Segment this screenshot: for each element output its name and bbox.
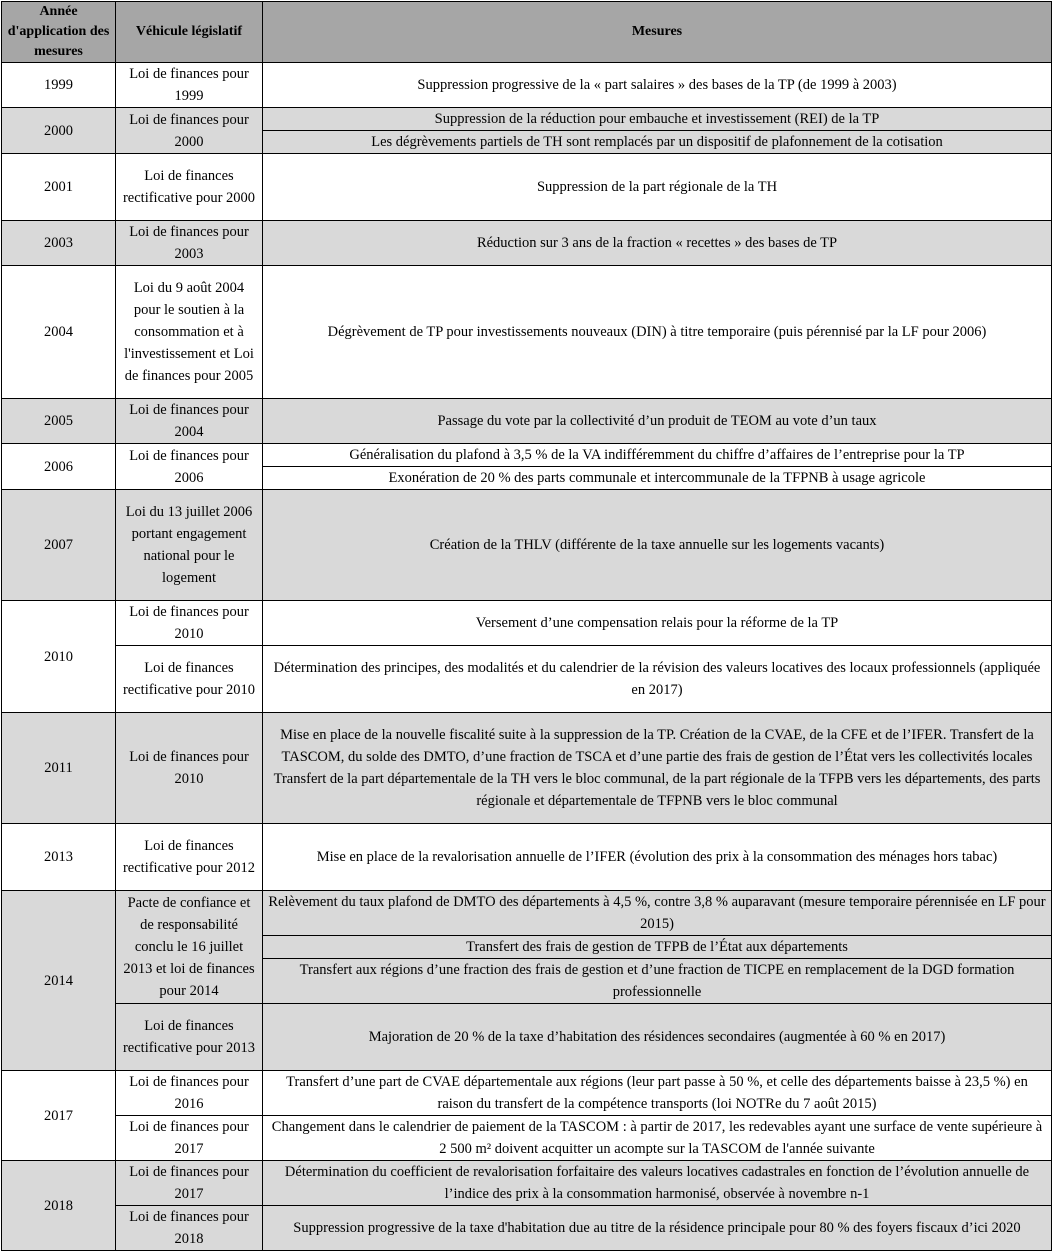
measure-cell: Création de la THLV (différente de la taxe annuelle sur les logements vacants): [263, 490, 1052, 601]
vehicle-cell: Loi de finances pour 2003: [116, 221, 263, 266]
measure-cell: Transfert d’une part de CVAE départementale aux régions (leur part passe à 50 %, et celle des départements baisse à 23,5 %) en raison du transfert de la compétence transports (loi NOTRe du 7 août 2015): [263, 1071, 1052, 1116]
year-cell: 2010: [2, 601, 116, 713]
year-cell: 2003: [2, 221, 116, 266]
year-cell: 2001: [2, 154, 116, 221]
vehicle-cell: Loi de finances rectificative pour 2010: [116, 646, 263, 713]
table-row: [2, 63, 1052, 108]
table-row: [2, 490, 1052, 601]
vehicle-cell: Loi de finances pour 2010: [116, 713, 263, 824]
year-cell: 2005: [2, 399, 116, 444]
table-body: [2, 63, 1052, 1251]
measure-cell: Transfert aux régions d’une fraction des frais de gestion et d’une fraction de TICPE en remplacement de la DGD formation professionnelle: [263, 959, 1052, 1004]
measure-cell: Versement d’une compensation relais pour la réforme de la TP: [263, 601, 1052, 646]
vehicle-cell: Loi de finances pour 2016: [116, 1071, 263, 1116]
measure-cell: Détermination du coefficient de revalorisation forfaitaire des valeurs locatives cadastrales en fonction de l’évolution annuelle de l’indice des prix à la consommation harmonisé, observée à novembre n-1: [263, 1161, 1052, 1206]
vehicle-cell: Loi de finances rectificative pour 2012: [116, 824, 263, 891]
vehicle-cell: Loi du 9 août 2004 pour le soutien à la consommation et à l'investissement et Loi de finances pour 2005: [116, 266, 263, 399]
vehicle-cell: Loi de finances pour 2000: [116, 108, 263, 154]
table-row: [2, 108, 1052, 131]
header-year: Année d'application des mesures: [2, 2, 116, 63]
measure-cell: Suppression de la réduction pour embauche et investissement (REI) de la TP: [263, 108, 1052, 131]
table-row: [2, 713, 1052, 824]
table-row: [2, 601, 1052, 646]
year-cell: 2018: [2, 1161, 116, 1251]
table-row: [2, 1206, 1052, 1251]
vehicle-cell: Loi de finances pour 2017: [116, 1116, 263, 1161]
measure-cell: Détermination des principes, des modalités et du calendrier de la révision des valeurs locatives des locaux professionnels (appliquée en 2017): [263, 646, 1052, 713]
measure-cell: Transfert des frais de gestion de TFPB de l’État aux départements: [263, 936, 1052, 959]
table-row: [2, 824, 1052, 891]
vehicle-cell: Loi de finances pour 2004: [116, 399, 263, 444]
measure-cell: Généralisation du plafond à 3,5 % de la VA indifféremment du chiffre d’affaires de l’entreprise pour la TP: [263, 444, 1052, 467]
table-row: [2, 444, 1052, 467]
year-cell: 2004: [2, 266, 116, 399]
table-row: [2, 154, 1052, 221]
table-row: [2, 221, 1052, 266]
year-cell: 2007: [2, 490, 116, 601]
measure-cell: Suppression progressive de la « part salaires » des bases de la TP (de 1999 à 2003): [263, 63, 1052, 108]
header-vehicle: Véhicule législatif: [116, 2, 263, 63]
measure-cell: Suppression progressive de la taxe d'habitation due au titre de la résidence principale pour 80 % des foyers fiscaux d’ici 2020: [263, 1206, 1052, 1251]
table-row: [2, 891, 1052, 936]
measure-cell: Mise en place de la revalorisation annuelle de l’IFER (évolution des prix à la consommation des ménages hors tabac): [263, 824, 1052, 891]
vehicle-cell: Loi de finances pour 2018: [116, 1206, 263, 1251]
vehicle-cell: Loi de finances pour 2006: [116, 444, 263, 490]
header-measures: Mesures: [263, 2, 1052, 63]
year-cell: 2013: [2, 824, 116, 891]
vehicle-cell: Loi de finances pour 2010: [116, 601, 263, 646]
year-cell: 2011: [2, 713, 116, 824]
year-cell: 2014: [2, 891, 116, 1071]
table-row: [2, 1116, 1052, 1161]
measure-cell: Mise en place de la nouvelle fiscalité suite à la suppression de la TP. Création de la CVAE, de la CFE et de l’IFER. Transfert de la TASCOM, du solde des DMTO, d’une fraction de TSCA et d’une partie des frais de gestion de l’État vers les collectivités locales Transfert de la part départementale de la TH vers le bloc communal, de la part régionale de la TFPB vers les départements, des parts régionale et départementale de TFPNB vers le bloc communal: [263, 713, 1052, 824]
table-row: [2, 646, 1052, 713]
measure-cell: Réduction sur 3 ans de la fraction « recettes » des bases de TP: [263, 221, 1052, 266]
table-row: [2, 1161, 1052, 1206]
vehicle-cell: Loi de finances rectificative pour 2000: [116, 154, 263, 221]
measure-cell: Majoration de 20 % de la taxe d’habitation des résidences secondaires (augmentée à 60 % en 2017): [263, 1004, 1052, 1071]
measure-cell: Relèvement du taux plafond de DMTO des départements à 4,5 %, contre 3,8 % auparavant (mesure temporaire pérennisée en LF pour 2015): [263, 891, 1052, 936]
year-cell: 2017: [2, 1071, 116, 1161]
measure-cell: Passage du vote par la collectivité d’un produit de TEOM au vote d’un taux: [263, 399, 1052, 444]
measure-cell: Exonération de 20 % des parts communale et intercommunale de la TFPNB à usage agricole: [263, 467, 1052, 490]
vehicle-cell: Loi du 13 juillet 2006 portant engagement national pour le logement: [116, 490, 263, 601]
vehicle-cell: Loi de finances pour 1999: [116, 63, 263, 108]
measure-cell: Dégrèvement de TP pour investissements nouveaux (DIN) à titre temporaire (puis pérennisé par la LF pour 2006): [263, 266, 1052, 399]
header-row: [2, 2, 1052, 63]
measure-cell: Suppression de la part régionale de la TH: [263, 154, 1052, 221]
measure-cell: Les dégrèvements partiels de TH sont remplacés par un dispositif de plafonnement de la cotisation: [263, 131, 1052, 154]
vehicle-cell: Loi de finances rectificative pour 2013: [116, 1004, 263, 1071]
year-cell: 1999: [2, 63, 116, 108]
reform-table: [1, 1, 1052, 1251]
table-row: [2, 1004, 1052, 1071]
year-cell: 2000: [2, 108, 116, 154]
measure-cell: Changement dans le calendrier de paiement de la TASCOM : à partir de 2017, les redevables ayant une surface de vente supérieure à 2 500 m² doivent acquitter un acompte sur la TASCOM de l'année suivante: [263, 1116, 1052, 1161]
vehicle-cell: Loi de finances pour 2017: [116, 1161, 263, 1206]
table-row: [2, 399, 1052, 444]
vehicle-cell: Pacte de confiance et de responsabilité conclu le 16 juillet 2013 et loi de finances pour 2014: [116, 891, 263, 1004]
year-cell: 2006: [2, 444, 116, 490]
table-row: [2, 1071, 1052, 1116]
table-row: [2, 266, 1052, 399]
